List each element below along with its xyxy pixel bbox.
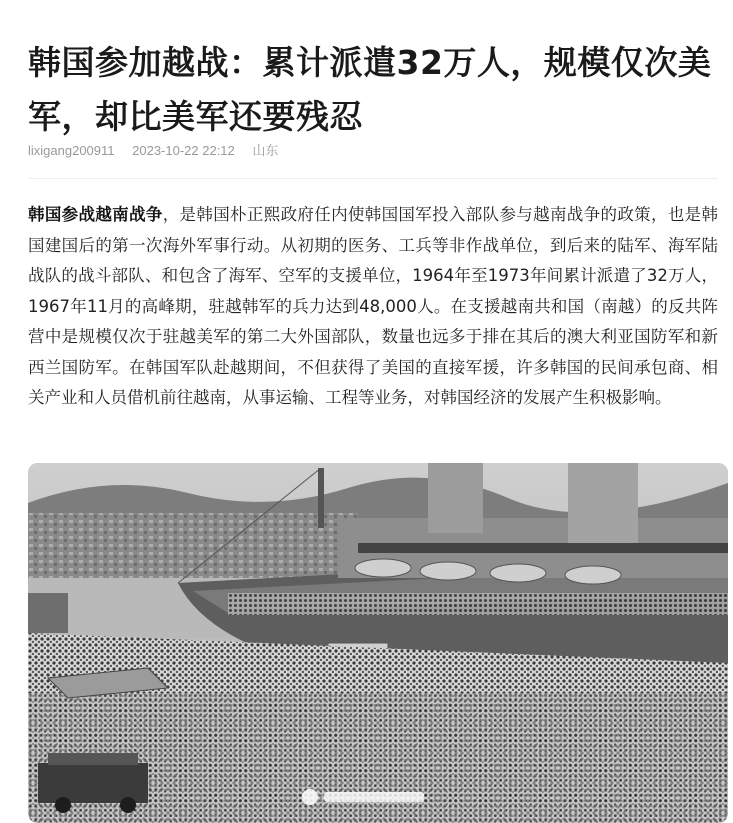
paragraph-text: ，是韩国朴正熙政府任内使韩国国军投入部队参与越南战争的政策，也是韩国建国后的第一次海外军事行动。从初期的医务、工兵等非作战单位，到后来的陆军、海军陆战队的战斗部队、和包含了海军、空军的支援单位，1964年至1973年间累计派遣了32万人，1967年11月的高峰期，驻越韩军的兵力达到48,000人。在支援越南共和国（南越）的反共阵营中是规模仅次于驻越美军的第二大外国部队，数量也远多于排在其后的澳大利亚国防军和新西兰国防军。在韩国军队赴越期间，不但获得了美国的直接军援，许多韩国的民间承包商、相关产业和人员借机前往越南，从事运输、工程等业务，对韩国经济的发展产生积极影响。	[28, 205, 719, 407]
publish-location: 山东	[252, 143, 279, 158]
article-photo[interactable]	[28, 463, 728, 823]
meta-divider	[28, 178, 718, 179]
photo-troopship-departure-icon	[28, 463, 728, 823]
author-name[interactable]: lixigang200911	[28, 143, 115, 158]
article-title: 韩国参加越战：累计派遣32万人，规模仅次美军，却比美军还要残忍	[28, 43, 712, 137]
article-paragraph	[28, 200, 718, 414]
article-meta	[28, 140, 292, 159]
publish-datetime: 2023-10-22 22:12	[132, 143, 235, 158]
lead-bold-text: 韩国参战越南战争	[28, 205, 163, 224]
watermark-icon	[300, 787, 430, 807]
